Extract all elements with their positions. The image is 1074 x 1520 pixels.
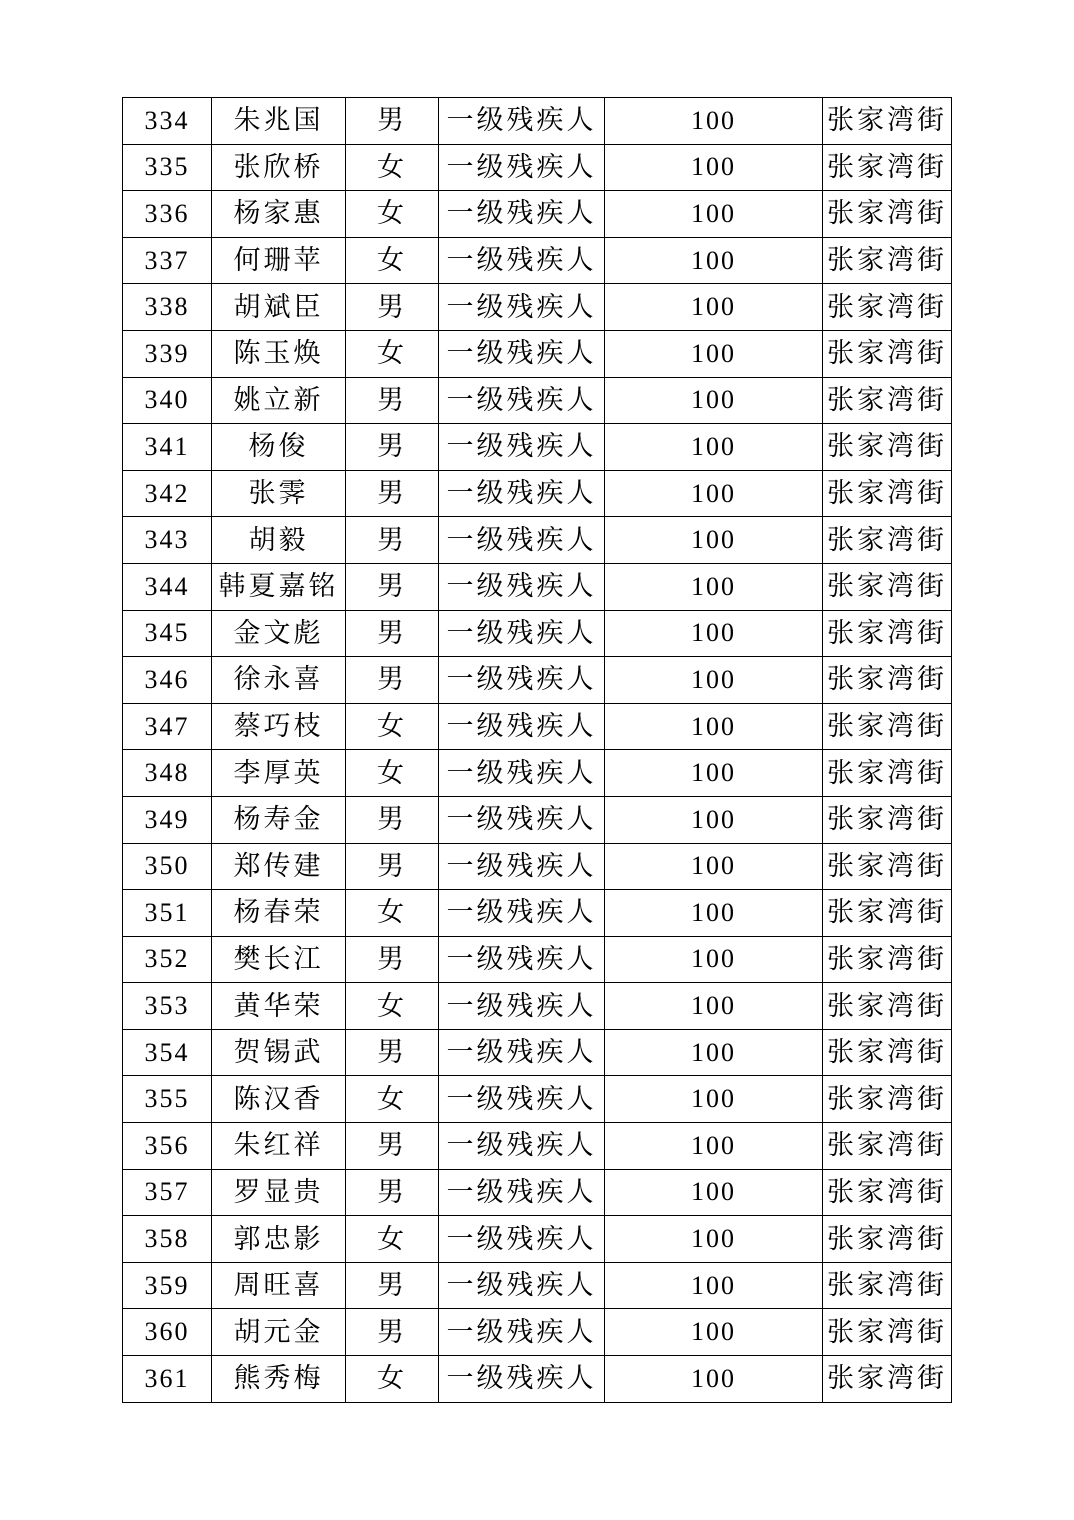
street-cell: 张家湾街 [823, 424, 952, 471]
street-cell: 张家湾街 [823, 843, 952, 890]
table-row [123, 983, 952, 1030]
street-cell: 张家湾街 [823, 1262, 952, 1309]
name-cell: 黄华荣 [212, 983, 346, 1030]
name-cell: 杨家惠 [212, 191, 346, 238]
amount-cell: 100 [605, 983, 823, 1030]
gender-cell: 男 [346, 377, 439, 424]
name-cell: 周旺喜 [212, 1262, 346, 1309]
name-cell: 陈汉香 [212, 1076, 346, 1123]
row-number-cell: 358 [123, 1216, 212, 1263]
disability-level-cell: 一级残疾人 [439, 843, 605, 890]
name-cell: 罗显贵 [212, 1169, 346, 1216]
gender-cell: 男 [346, 1029, 439, 1076]
street-cell: 张家湾街 [823, 284, 952, 331]
row-number-cell: 349 [123, 796, 212, 843]
street-cell: 张家湾街 [823, 1309, 952, 1356]
gender-cell: 男 [346, 796, 439, 843]
row-number-cell: 336 [123, 191, 212, 238]
gender-cell: 男 [346, 98, 439, 145]
street-cell: 张家湾街 [823, 1169, 952, 1216]
name-cell: 胡毅 [212, 517, 346, 564]
disability-level-cell: 一级残疾人 [439, 284, 605, 331]
row-number-cell: 354 [123, 1029, 212, 1076]
row-number-cell: 348 [123, 750, 212, 797]
street-cell: 张家湾街 [823, 657, 952, 704]
name-cell: 胡斌臣 [212, 284, 346, 331]
amount-cell: 100 [605, 330, 823, 377]
gender-cell: 男 [346, 843, 439, 890]
gender-cell: 女 [346, 330, 439, 377]
amount-cell: 100 [605, 610, 823, 657]
row-number-cell: 351 [123, 890, 212, 937]
disability-level-cell: 一级残疾人 [439, 1262, 605, 1309]
disability-level-cell: 一级残疾人 [439, 610, 605, 657]
table-row [123, 796, 952, 843]
gender-cell: 女 [346, 703, 439, 750]
gender-cell: 男 [346, 1169, 439, 1216]
table-row [123, 1216, 952, 1263]
disability-level-cell: 一级残疾人 [439, 890, 605, 937]
street-cell: 张家湾街 [823, 563, 952, 610]
amount-cell: 100 [605, 1076, 823, 1123]
amount-cell: 100 [605, 1169, 823, 1216]
name-cell: 何珊苹 [212, 237, 346, 284]
row-number-cell: 337 [123, 237, 212, 284]
row-number-cell: 356 [123, 1123, 212, 1170]
gender-cell: 女 [346, 750, 439, 797]
table-row [123, 750, 952, 797]
street-cell: 张家湾街 [823, 703, 952, 750]
amount-cell: 100 [605, 144, 823, 191]
disability-level-cell: 一级残疾人 [439, 424, 605, 471]
table-row [123, 1309, 952, 1356]
row-number-cell: 340 [123, 377, 212, 424]
gender-cell: 男 [346, 1262, 439, 1309]
name-cell: 李厚英 [212, 750, 346, 797]
table-row [123, 1262, 952, 1309]
gender-cell: 女 [346, 1216, 439, 1263]
table-row [123, 237, 952, 284]
gender-cell: 男 [346, 470, 439, 517]
name-cell: 韩夏嘉铭 [212, 563, 346, 610]
amount-cell: 100 [605, 470, 823, 517]
street-cell: 张家湾街 [823, 237, 952, 284]
amount-cell: 100 [605, 796, 823, 843]
gender-cell: 男 [346, 424, 439, 471]
row-number-cell: 359 [123, 1262, 212, 1309]
street-cell: 张家湾街 [823, 517, 952, 564]
table-row [123, 1123, 952, 1170]
row-number-cell: 360 [123, 1309, 212, 1356]
table-row [123, 470, 952, 517]
disability-level-cell: 一级残疾人 [439, 470, 605, 517]
street-cell: 张家湾街 [823, 610, 952, 657]
amount-cell: 100 [605, 703, 823, 750]
gender-cell: 男 [346, 1309, 439, 1356]
disability-level-cell: 一级残疾人 [439, 1169, 605, 1216]
amount-cell: 100 [605, 1123, 823, 1170]
table-row [123, 330, 952, 377]
amount-cell: 100 [605, 191, 823, 238]
amount-cell: 100 [605, 98, 823, 145]
name-cell: 熊秀梅 [212, 1356, 346, 1403]
row-number-cell: 344 [123, 563, 212, 610]
gender-cell: 男 [346, 657, 439, 704]
gender-cell: 女 [346, 144, 439, 191]
table-row [123, 144, 952, 191]
row-number-cell: 346 [123, 657, 212, 704]
amount-cell: 100 [605, 936, 823, 983]
disability-level-cell: 一级残疾人 [439, 983, 605, 1030]
street-cell: 张家湾街 [823, 936, 952, 983]
disability-level-cell: 一级残疾人 [439, 563, 605, 610]
street-cell: 张家湾街 [823, 98, 952, 145]
gender-cell: 女 [346, 191, 439, 238]
row-number-cell: 341 [123, 424, 212, 471]
row-number-cell: 357 [123, 1169, 212, 1216]
row-number-cell: 335 [123, 144, 212, 191]
name-cell: 樊长江 [212, 936, 346, 983]
table-row [123, 657, 952, 704]
amount-cell: 100 [605, 424, 823, 471]
table-row [123, 1356, 952, 1403]
name-cell: 贺锡武 [212, 1029, 346, 1076]
amount-cell: 100 [605, 517, 823, 564]
amount-cell: 100 [605, 1262, 823, 1309]
row-number-cell: 342 [123, 470, 212, 517]
street-cell: 张家湾街 [823, 750, 952, 797]
disability-level-cell: 一级残疾人 [439, 377, 605, 424]
disability-level-cell: 一级残疾人 [439, 936, 605, 983]
gender-cell: 女 [346, 890, 439, 937]
row-number-cell: 347 [123, 703, 212, 750]
gender-cell: 男 [346, 517, 439, 564]
disability-level-cell: 一级残疾人 [439, 517, 605, 564]
street-cell: 张家湾街 [823, 983, 952, 1030]
table-row [123, 1169, 952, 1216]
amount-cell: 100 [605, 563, 823, 610]
disability-level-cell: 一级残疾人 [439, 1356, 605, 1403]
table-row [123, 191, 952, 238]
name-cell: 杨春荣 [212, 890, 346, 937]
gender-cell: 女 [346, 1076, 439, 1123]
disability-level-cell: 一级残疾人 [439, 1076, 605, 1123]
street-cell: 张家湾街 [823, 1029, 952, 1076]
name-cell: 张欣桥 [212, 144, 346, 191]
amount-cell: 100 [605, 1309, 823, 1356]
name-cell: 郑传建 [212, 843, 346, 890]
table-row [123, 284, 952, 331]
row-number-cell: 353 [123, 983, 212, 1030]
table-row [123, 1029, 952, 1076]
disability-level-cell: 一级残疾人 [439, 1309, 605, 1356]
street-cell: 张家湾街 [823, 890, 952, 937]
name-cell: 胡元金 [212, 1309, 346, 1356]
disability-level-cell: 一级残疾人 [439, 703, 605, 750]
row-number-cell: 361 [123, 1356, 212, 1403]
gender-cell: 男 [346, 563, 439, 610]
street-cell: 张家湾街 [823, 1076, 952, 1123]
table-row [123, 703, 952, 750]
disability-level-cell: 一级残疾人 [439, 191, 605, 238]
row-number-cell: 339 [123, 330, 212, 377]
name-cell: 姚立新 [212, 377, 346, 424]
amount-cell: 100 [605, 890, 823, 937]
street-cell: 张家湾街 [823, 1123, 952, 1170]
row-number-cell: 343 [123, 517, 212, 564]
amount-cell: 100 [605, 237, 823, 284]
amount-cell: 100 [605, 750, 823, 797]
disability-level-cell: 一级残疾人 [439, 1216, 605, 1263]
amount-cell: 100 [605, 1356, 823, 1403]
disability-level-cell: 一级残疾人 [439, 1029, 605, 1076]
table-row [123, 610, 952, 657]
name-cell: 徐永喜 [212, 657, 346, 704]
gender-cell: 男 [346, 284, 439, 331]
name-cell: 郭忠影 [212, 1216, 346, 1263]
street-cell: 张家湾街 [823, 470, 952, 517]
table-row [123, 1076, 952, 1123]
row-number-cell: 350 [123, 843, 212, 890]
disability-level-cell: 一级残疾人 [439, 1123, 605, 1170]
disability-level-cell: 一级残疾人 [439, 98, 605, 145]
amount-cell: 100 [605, 1216, 823, 1263]
disability-level-cell: 一级残疾人 [439, 657, 605, 704]
table-row [123, 936, 952, 983]
name-cell: 金文彪 [212, 610, 346, 657]
disability-level-cell: 一级残疾人 [439, 144, 605, 191]
disability-level-cell: 一级残疾人 [439, 750, 605, 797]
row-number-cell: 355 [123, 1076, 212, 1123]
name-cell: 张霁 [212, 470, 346, 517]
row-number-cell: 345 [123, 610, 212, 657]
street-cell: 张家湾街 [823, 1216, 952, 1263]
name-cell: 朱兆国 [212, 98, 346, 145]
row-number-cell: 338 [123, 284, 212, 331]
table-row [123, 563, 952, 610]
row-number-cell: 334 [123, 98, 212, 145]
name-cell: 陈玉焕 [212, 330, 346, 377]
street-cell: 张家湾街 [823, 1356, 952, 1403]
street-cell: 张家湾街 [823, 796, 952, 843]
street-cell: 张家湾街 [823, 144, 952, 191]
table-body [123, 98, 952, 1403]
gender-cell: 女 [346, 983, 439, 1030]
gender-cell: 男 [346, 1123, 439, 1170]
table-row [123, 517, 952, 564]
disability-level-cell: 一级残疾人 [439, 796, 605, 843]
amount-cell: 100 [605, 657, 823, 704]
table-row [123, 424, 952, 471]
disability-level-cell: 一级残疾人 [439, 237, 605, 284]
gender-cell: 男 [346, 936, 439, 983]
name-cell: 杨俊 [212, 424, 346, 471]
amount-cell: 100 [605, 1029, 823, 1076]
table-row [123, 98, 952, 145]
gender-cell: 男 [346, 610, 439, 657]
street-cell: 张家湾街 [823, 377, 952, 424]
table-row [123, 890, 952, 937]
row-number-cell: 352 [123, 936, 212, 983]
name-cell: 朱红祥 [212, 1123, 346, 1170]
table-row [123, 843, 952, 890]
gender-cell: 女 [346, 1356, 439, 1403]
amount-cell: 100 [605, 284, 823, 331]
disability-level-cell: 一级残疾人 [439, 330, 605, 377]
amount-cell: 100 [605, 843, 823, 890]
name-cell: 杨寿金 [212, 796, 346, 843]
gender-cell: 女 [346, 237, 439, 284]
street-cell: 张家湾街 [823, 191, 952, 238]
beneficiary-table [122, 97, 952, 1403]
name-cell: 蔡巧枝 [212, 703, 346, 750]
table-row [123, 377, 952, 424]
amount-cell: 100 [605, 377, 823, 424]
street-cell: 张家湾街 [823, 330, 952, 377]
